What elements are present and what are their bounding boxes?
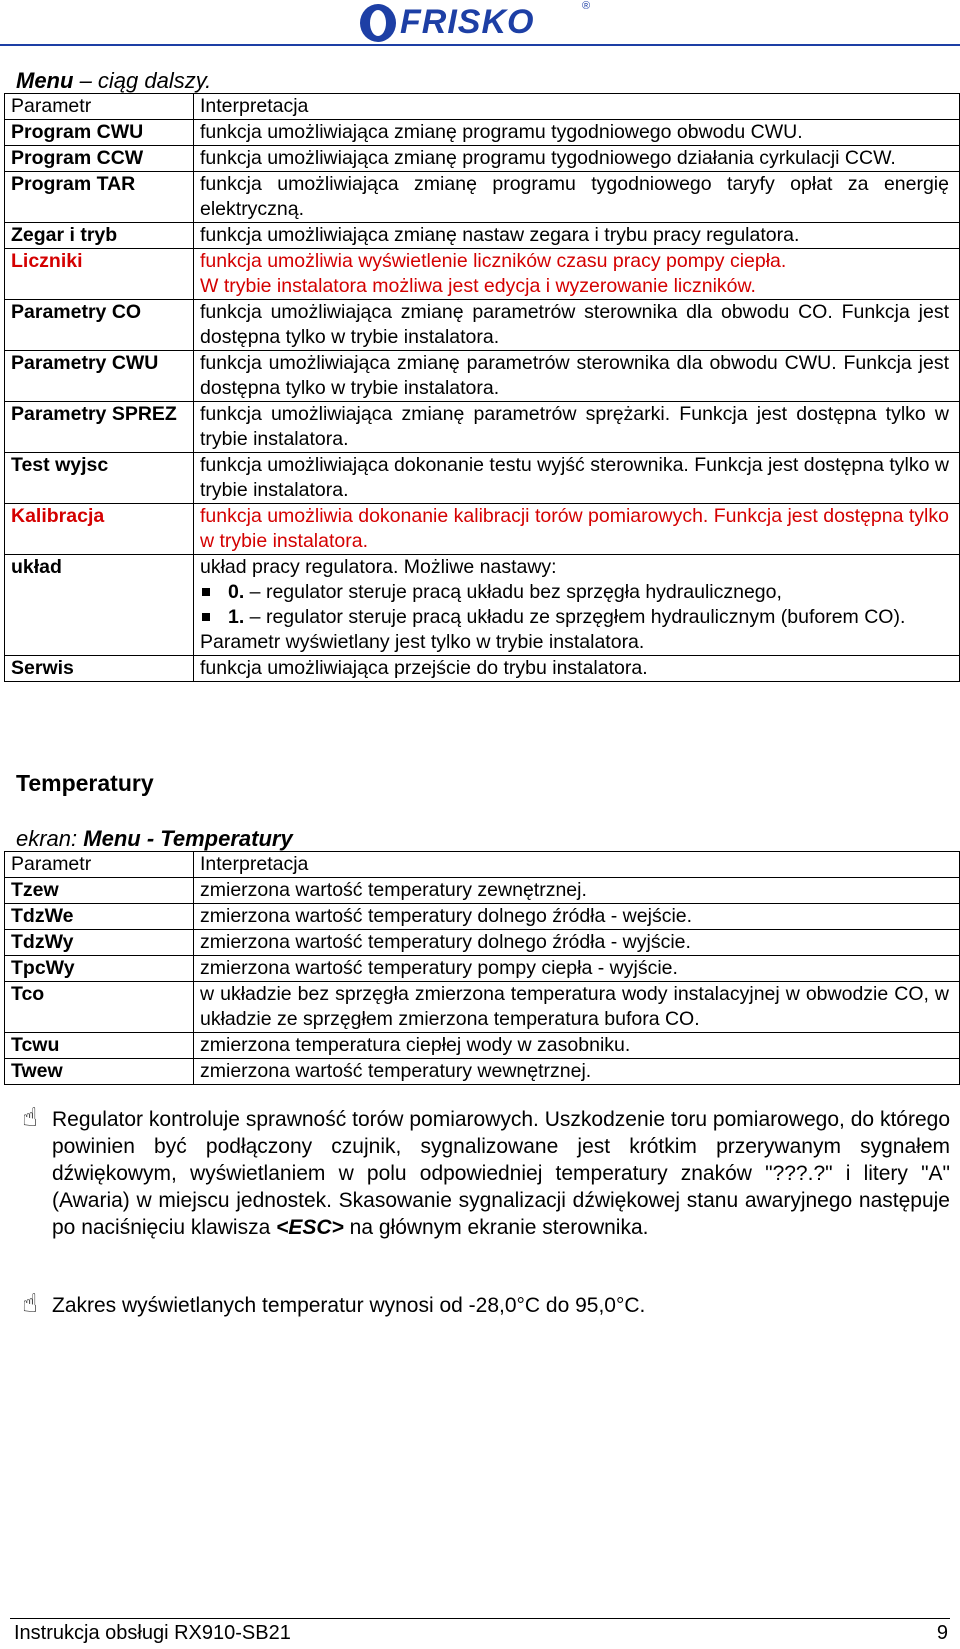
param-cell: Liczniki <box>5 249 194 300</box>
desc-cell: zmierzona wartość temperatury zewnętrznej. <box>194 878 960 904</box>
table-row <box>5 402 960 453</box>
table-row <box>5 982 960 1033</box>
footer-page-number: 9 <box>936 1622 948 1644</box>
param-cell: Program TAR <box>5 172 194 223</box>
param-cell: Program CWU <box>5 120 194 146</box>
menu-section-title <box>16 68 211 94</box>
desc-cell: zmierzona temperatura ciepłej wody w zasobniku. <box>194 1033 960 1059</box>
param-cell: Zegar i tryb <box>5 223 194 249</box>
desc-cell: funkcja umożliwiająca zmianę programu tygodniowego obwodu CWU. <box>194 120 960 146</box>
esc-key-label: <ESC> <box>276 1216 344 1239</box>
note-text <box>52 1106 950 1241</box>
list-item <box>200 605 949 630</box>
table-row <box>5 555 960 656</box>
table-row <box>5 120 960 146</box>
param-cell: Tcwu <box>5 1033 194 1059</box>
desc-cell: zmierzona wartość temperatury dolnego źródła - wyjście. <box>194 930 960 956</box>
table-row <box>5 656 960 682</box>
header-divider <box>0 44 960 46</box>
desc-line: układ pracy regulatora. Możliwe nastawy: <box>200 556 557 578</box>
menu-parameters-table <box>4 93 960 682</box>
header-cell-param: Parametr <box>5 94 194 120</box>
option-number: 0. <box>228 581 245 603</box>
menu-title-suffix: – ciąg dalszy. <box>73 68 212 93</box>
desc-cell: zmierzona wartość temperatury dolnego źródła - wejście. <box>194 904 960 930</box>
option-number: 1. <box>228 606 245 628</box>
desc-cell: funkcja umożliwiająca zmianę parametrów sterownika dla obwodu CO. Funkcja jest dostępna tylko w trybie instalatora. <box>194 300 960 351</box>
table-header-row <box>5 852 960 878</box>
note-text: Zakres wyświetlanych temperatur wynosi od -28,0°C do 95,0°C. <box>52 1294 646 1317</box>
options-list <box>200 580 949 630</box>
param-cell: Parametry CO <box>5 300 194 351</box>
table-row <box>5 300 960 351</box>
table-row <box>5 453 960 504</box>
table-row <box>5 1059 960 1085</box>
table-row <box>5 351 960 402</box>
hand-pointer-icon: ☝ <box>22 1288 38 1318</box>
table-row <box>5 504 960 555</box>
param-cell: TdzWe <box>5 904 194 930</box>
param-cell: Parametry CWU <box>5 351 194 402</box>
note-temperature-range <box>22 1288 950 1319</box>
desc-cell: w układzie bez sprzęgła zmierzona temperatura wody instalacyjnej w obwodzie CO, w układzie ze sprzęgłem zmierzona temperatura bufora CO. <box>194 982 960 1033</box>
desc-cell: zmierzona wartość temperatury wewnętrznej. <box>194 1059 960 1085</box>
param-cell: Tco <box>5 982 194 1033</box>
table-row <box>5 172 960 223</box>
param-cell: Test wyjsc <box>5 453 194 504</box>
logo-emblem-icon <box>360 4 396 42</box>
option-text: – regulator steruje pracą układu bez sprzęgła hydraulicznego, <box>244 581 782 603</box>
desc-cell: funkcja umożliwiająca zmianę programu tygodniowego działania cyrkulacji CCW. <box>194 146 960 172</box>
note-text-part: Regulator kontroluje sprawność torów pomiarowych. Uszkodzenie toru pomiarowego, do którego powinien być podłączony czujnik, sygnalizowane jest krótkim przerywanym sygnałem dźwiękowym, wyświetlaniem w polu odpowiedniej temperatury znaków "???.?" i litery "A" (Awaria) w miejscu jednostek. Skasowanie sygnalizacji dźwiękowej stanu awaryjnego następuje po naciśnięciu klawisza <box>52 1108 950 1239</box>
note-sensor-fault <box>22 1102 950 1241</box>
param-cell: Program CCW <box>5 146 194 172</box>
hand-pointer-icon: ☝ <box>22 1102 38 1132</box>
param-cell: Tzew <box>5 878 194 904</box>
table-row <box>5 146 960 172</box>
frisko-logo <box>360 0 591 44</box>
table-row <box>5 930 960 956</box>
param-cell: Serwis <box>5 656 194 682</box>
desc-line: Parametr wyświetlany jest tylko w trybie instalatora. <box>200 631 645 653</box>
footer-divider <box>10 1618 950 1619</box>
temperatures-table <box>4 851 960 1085</box>
table-row <box>5 1033 960 1059</box>
table-row <box>5 878 960 904</box>
desc-cell: funkcja umożliwiająca zmianę nastaw zegara i trybu pracy regulatora. <box>194 223 960 249</box>
desc-cell: zmierzona wartość temperatury pompy ciepła - wyjście. <box>194 956 960 982</box>
table-row <box>5 904 960 930</box>
desc-cell <box>194 555 960 656</box>
desc-cell: funkcja umożliwiająca zmianę programu tygodniowego taryfy opłat za energię elektryczną. <box>194 172 960 223</box>
header-cell-param: Parametr <box>5 852 194 878</box>
param-cell: Twew <box>5 1059 194 1085</box>
header-cell-interp: Interpretacja <box>194 852 960 878</box>
param-cell: układ <box>5 555 194 656</box>
param-cell: TpcWy <box>5 956 194 982</box>
desc-cell: funkcja umożliwiająca przejście do trybu instalatora. <box>194 656 960 682</box>
menu-title-prefix: Menu <box>16 68 74 93</box>
desc-line: W trybie instalatora możliwa jest edycja i wyzerowanie liczników. <box>200 275 756 297</box>
desc-cell: funkcja umożliwiająca zmianę parametrów sprężarki. Funkcja jest dostępna tylko w trybie instalatora. <box>194 402 960 453</box>
param-cell: Parametry SPREZ <box>5 402 194 453</box>
param-cell: TdzWy <box>5 930 194 956</box>
table-header-row <box>5 94 960 120</box>
temperatures-heading: Temperatury <box>16 770 154 796</box>
table-row <box>5 249 960 300</box>
desc-line: funkcja umożliwia wyświetlenie liczników czasu pracy pompy ciepła. <box>200 250 787 272</box>
desc-cell: funkcja umożliwia dokonanie kalibracji torów pomiarowych. Funkcja jest dostępna tylko w trybie instalatora. <box>194 504 960 555</box>
desc-cell: funkcja umożliwiająca dokonanie testu wyjść sterownika. Funkcja jest dostępna tylko w trybie instalatora. <box>194 453 960 504</box>
option-text: – regulator steruje pracą układu ze sprzęgłem hydraulicznym (buforem CO). <box>244 606 906 628</box>
footer-doc-title: Instrukcja obsługi RX910-SB21 <box>14 1622 291 1644</box>
logo-text: FRISKO <box>400 3 535 41</box>
note-text-part: na głównym ekranie sterownika. <box>343 1216 649 1239</box>
param-cell: Kalibracja <box>5 504 194 555</box>
temperatures-screen-label <box>16 826 293 852</box>
desc-cell <box>194 249 960 300</box>
desc-cell: funkcja umożliwiająca zmianę parametrów sterownika dla obwodu CWU. Funkcja jest dostępna tylko w trybie instalatora. <box>194 351 960 402</box>
header-cell-interp: Interpretacja <box>194 94 960 120</box>
screen-name: Menu - Temperatury <box>83 826 293 851</box>
table-row <box>5 956 960 982</box>
list-item <box>200 580 949 605</box>
table-row <box>5 223 960 249</box>
registered-mark: ® <box>582 0 591 12</box>
page-header <box>0 0 960 46</box>
screen-prefix: ekran: <box>16 826 84 851</box>
